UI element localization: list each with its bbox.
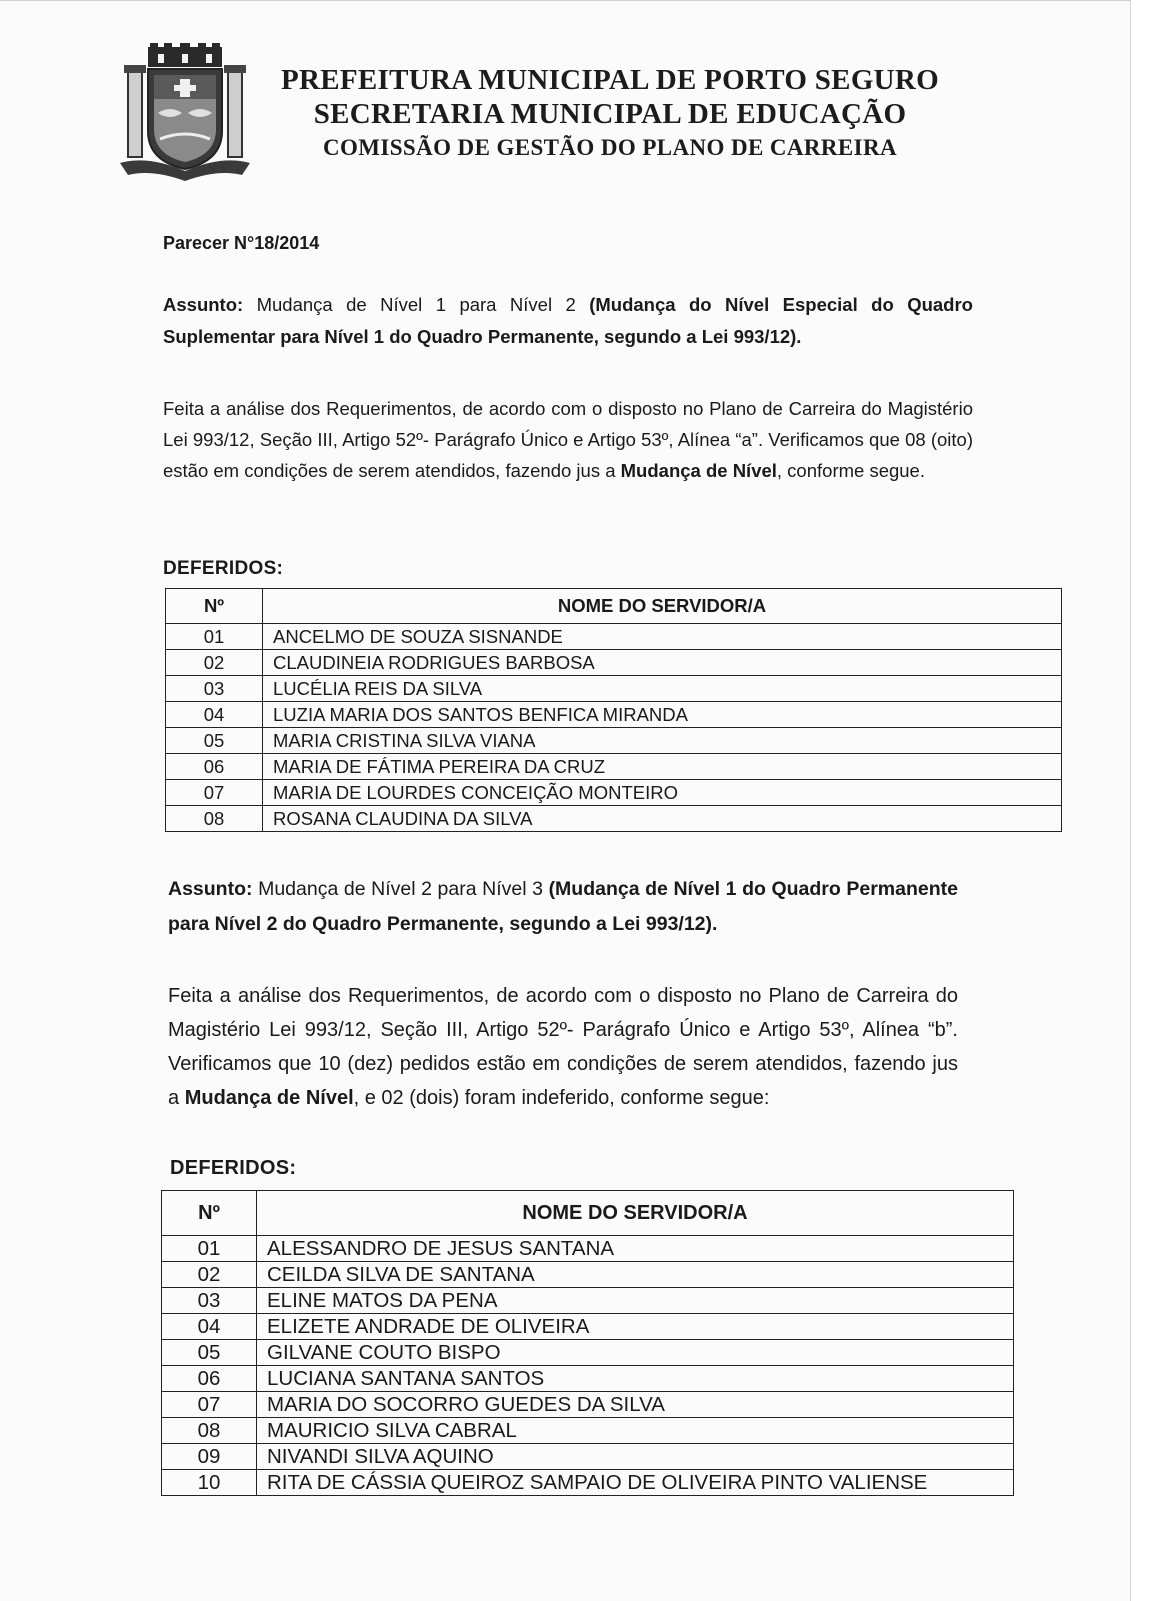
row-number: 01 <box>166 624 263 650</box>
body-text: Feita a análise dos Requerimentos, de acordo com o disposto no Plano de Carreira do Magistério Lei 993/12, Seção III, Artigo 52º- Parágrafo Único e Artigo 53º, Alínea “a”. Verificamos que 08 (oito) estão em condições de serem atendidos, fazendo jus a <box>163 398 973 481</box>
servidor-name: MAURICIO SILVA CABRAL <box>257 1418 1014 1444</box>
servidor-name: MARIA CRISTINA SILVA VIANA <box>263 728 1062 754</box>
row-number: 08 <box>162 1418 257 1444</box>
header-comissao: COMISSÃO DE GESTÃO DO PLANO DE CARREIRA <box>322 135 898 160</box>
table-row <box>162 1340 1014 1366</box>
row-number: 10 <box>162 1470 257 1496</box>
body-end-text: , conforme segue. <box>776 460 925 481</box>
table-row <box>162 1366 1014 1392</box>
table-row <box>162 1470 1014 1496</box>
servidor-name: NIVANDI SILVA AQUINO <box>257 1444 1014 1470</box>
row-number: 04 <box>166 702 263 728</box>
table-header-row <box>162 1191 1014 1236</box>
row-number: 05 <box>166 728 263 754</box>
table-row <box>166 650 1062 676</box>
table-row <box>166 624 1062 650</box>
servidor-name: CEILDA SILVA DE SANTANA <box>257 1262 1014 1288</box>
deferidos-table-1 <box>165 588 1062 832</box>
servidor-name: GILVANE COUTO BISPO <box>257 1340 1014 1366</box>
body-bold-text: Mudança de Nível <box>620 460 777 481</box>
table-row <box>162 1444 1014 1470</box>
table-row <box>162 1418 1014 1444</box>
body-text: Feita a análise dos Requerimentos, de acordo com o disposto no Plano de Carreira do Magistério Lei 993/12, Seção III, Artigo 52º- Parágrafo Único e Artigo 53º, Alínea “b”. Verificamos que 10 (dez) pedidos estão em condições de serem atendidos, fazendo jus a <box>168 985 958 1109</box>
row-number: 04 <box>162 1314 257 1340</box>
table-row <box>162 1262 1014 1288</box>
column-header-num: Nº <box>162 1191 257 1236</box>
row-number: 06 <box>166 754 263 780</box>
table-row <box>166 702 1062 728</box>
assunto-text: Mudança de Nível 2 para Nível 3 <box>252 878 549 900</box>
table-row <box>166 780 1062 806</box>
table-row <box>162 1392 1014 1418</box>
column-header-num: Nº <box>166 589 263 624</box>
section1-body <box>163 393 973 486</box>
table-header-row <box>166 589 1062 624</box>
body-bold-text: Mudança de Nível <box>184 1087 354 1109</box>
table-row <box>162 1236 1014 1262</box>
header-secretaria: SECRETARIA MUNICIPAL DE EDUCAÇÃO <box>313 98 907 130</box>
header-prefeitura: PREFEITURA MUNICIPAL DE PORTO SEGURO <box>280 64 940 96</box>
row-number: 02 <box>166 650 263 676</box>
servidor-name: ELIZETE ANDRADE DE OLIVEIRA <box>257 1314 1014 1340</box>
servidor-name: ALESSANDRO DE JESUS SANTANA <box>257 1236 1014 1262</box>
servidor-name: CLAUDINEIA RODRIGUES BARBOSA <box>263 650 1062 676</box>
servidor-name: LUCIANA SANTANA SANTOS <box>257 1366 1014 1392</box>
servidor-name: LUZIA MARIA DOS SANTOS BENFICA MIRANDA <box>263 702 1062 728</box>
section2-assunto <box>168 872 958 942</box>
table-row <box>162 1314 1014 1340</box>
row-number: 06 <box>162 1366 257 1392</box>
assunto-text: Mudança de Nível 1 para Nível 2 <box>243 294 590 315</box>
table-row <box>166 806 1062 832</box>
table-row <box>166 754 1062 780</box>
servidor-name: ELINE MATOS DA PENA <box>257 1288 1014 1314</box>
assunto-bold-text: (Mudança do Nível Especial do Quadro Suplementar para Nível 1 do Quadro Permanente, segundo a Lei 993/12). <box>163 294 973 347</box>
servidor-name: MARIA DO SOCORRO GUEDES DA SILVA <box>257 1392 1014 1418</box>
row-number: 03 <box>166 676 263 702</box>
body-end-text: , e 02 (dois) foram indeferido, conforme segue: <box>353 1087 770 1109</box>
table-row <box>166 676 1062 702</box>
column-header-name: NOME DO SERVIDOR/A <box>257 1191 1014 1236</box>
servidor-name: ROSANA CLAUDINA DA SILVA <box>263 806 1062 832</box>
section2-body <box>168 979 958 1115</box>
servidor-name: ANCELMO DE SOUZA SISNANDE <box>263 624 1062 650</box>
section1-assunto <box>163 289 973 353</box>
assunto-label: Assunto: <box>163 294 244 315</box>
row-number: 07 <box>162 1392 257 1418</box>
parecer-number: Parecer N°18/2014 <box>163 233 320 253</box>
row-number: 03 <box>162 1288 257 1314</box>
table-row <box>162 1288 1014 1314</box>
row-number: 02 <box>162 1262 257 1288</box>
servidor-name: MARIA DE LOURDES CONCEIÇÃO MONTEIRO <box>263 780 1062 806</box>
row-number: 08 <box>166 806 263 832</box>
assunto-bold-text: (Mudança de Nível 1 do Quadro Permanente para Nível 2 do Quadro Permanente, segundo a Lei 993/12). <box>168 878 958 935</box>
deferidos-table-2 <box>161 1190 1014 1496</box>
column-header-name: NOME DO SERVIDOR/A <box>263 589 1062 624</box>
servidor-name: MARIA DE FÁTIMA PEREIRA DA CRUZ <box>263 754 1062 780</box>
servidor-name: LUCÉLIA REIS DA SILVA <box>263 676 1062 702</box>
row-number: 07 <box>166 780 263 806</box>
coat-of-arms-logo <box>118 43 252 181</box>
table-row <box>166 728 1062 754</box>
assunto-label: Assunto: <box>168 878 253 900</box>
row-number: 01 <box>162 1236 257 1262</box>
row-number: 09 <box>162 1444 257 1470</box>
servidor-name: RITA DE CÁSSIA QUEIROZ SAMPAIO DE OLIVEIRA PINTO VALIENSE <box>257 1470 1014 1496</box>
row-number: 05 <box>162 1340 257 1366</box>
document-header <box>250 63 970 165</box>
deferidos-label: DEFERIDOS: <box>170 1157 297 1179</box>
deferidos-label: DEFERIDOS: <box>163 558 284 579</box>
